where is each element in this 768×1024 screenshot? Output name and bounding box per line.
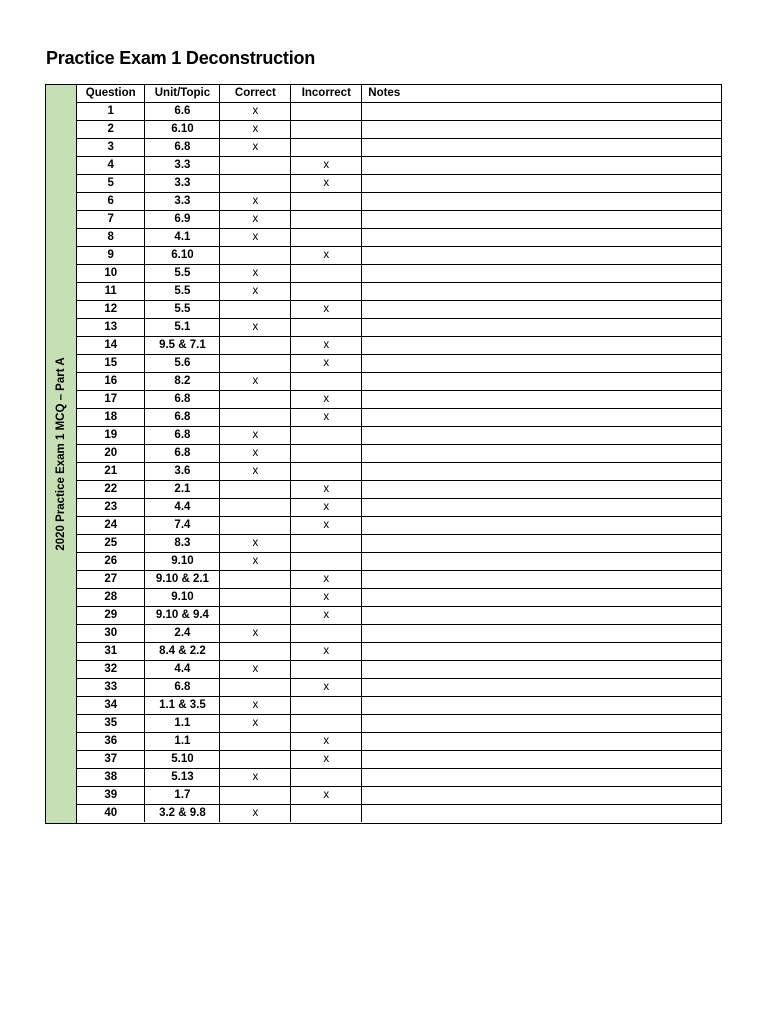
question-number-cell: 38 bbox=[77, 769, 145, 787]
header-incorrect: Incorrect bbox=[291, 85, 362, 103]
notes-cell bbox=[362, 625, 721, 643]
correct-cell bbox=[220, 247, 291, 265]
question-number-cell: 7 bbox=[77, 211, 145, 229]
question-number-cell: 10 bbox=[77, 265, 145, 283]
question-number-cell: 40 bbox=[77, 805, 145, 823]
question-number-cell: 31 bbox=[77, 643, 145, 661]
table-row bbox=[77, 283, 721, 301]
correct-cell: x bbox=[220, 139, 291, 157]
section-label: 2020 Practice Exam 1 MCQ – Part A bbox=[55, 357, 67, 551]
notes-cell bbox=[362, 175, 721, 193]
table-row bbox=[77, 463, 721, 481]
unit-topic-cell: 4.1 bbox=[145, 229, 220, 247]
question-number-cell: 6 bbox=[77, 193, 145, 211]
incorrect-cell bbox=[291, 373, 362, 391]
table-row bbox=[77, 643, 721, 661]
notes-cell bbox=[362, 409, 721, 427]
question-number-cell: 18 bbox=[77, 409, 145, 427]
notes-cell bbox=[362, 463, 721, 481]
table-row bbox=[77, 445, 721, 463]
notes-cell bbox=[362, 679, 721, 697]
unit-topic-cell: 6.10 bbox=[145, 121, 220, 139]
question-number-cell: 9 bbox=[77, 247, 145, 265]
incorrect-cell bbox=[291, 445, 362, 463]
unit-topic-cell: 3.6 bbox=[145, 463, 220, 481]
correct-cell: x bbox=[220, 265, 291, 283]
table-row bbox=[77, 229, 721, 247]
notes-cell bbox=[362, 301, 721, 319]
correct-cell bbox=[220, 589, 291, 607]
correct-cell bbox=[220, 499, 291, 517]
incorrect-cell: x bbox=[291, 733, 362, 751]
question-number-cell: 29 bbox=[77, 607, 145, 625]
incorrect-cell: x bbox=[291, 517, 362, 535]
notes-cell bbox=[362, 445, 721, 463]
correct-cell bbox=[220, 751, 291, 769]
unit-topic-cell: 6.8 bbox=[145, 445, 220, 463]
table-row bbox=[77, 553, 721, 571]
correct-cell bbox=[220, 733, 291, 751]
unit-topic-cell: 1.7 bbox=[145, 787, 220, 805]
table-row bbox=[77, 697, 721, 715]
notes-cell bbox=[362, 391, 721, 409]
question-number-cell: 11 bbox=[77, 283, 145, 301]
notes-cell bbox=[362, 517, 721, 535]
question-number-cell: 37 bbox=[77, 751, 145, 769]
incorrect-cell bbox=[291, 697, 362, 715]
unit-topic-cell: 9.10 & 2.1 bbox=[145, 571, 220, 589]
table-row bbox=[77, 499, 721, 517]
notes-cell bbox=[362, 139, 721, 157]
correct-cell: x bbox=[220, 625, 291, 643]
incorrect-cell bbox=[291, 769, 362, 787]
table-row bbox=[77, 301, 721, 319]
correct-cell: x bbox=[220, 553, 291, 571]
incorrect-cell bbox=[291, 139, 362, 157]
header-question: Question bbox=[77, 85, 145, 103]
correct-cell bbox=[220, 157, 291, 175]
notes-cell bbox=[362, 571, 721, 589]
incorrect-cell bbox=[291, 805, 362, 823]
notes-cell bbox=[362, 499, 721, 517]
question-number-cell: 2 bbox=[77, 121, 145, 139]
unit-topic-cell: 6.8 bbox=[145, 139, 220, 157]
correct-cell bbox=[220, 337, 291, 355]
table-row bbox=[77, 427, 721, 445]
unit-topic-cell: 5.1 bbox=[145, 319, 220, 337]
incorrect-cell bbox=[291, 715, 362, 733]
question-number-cell: 25 bbox=[77, 535, 145, 553]
notes-cell bbox=[362, 319, 721, 337]
incorrect-cell bbox=[291, 319, 362, 337]
question-number-cell: 4 bbox=[77, 157, 145, 175]
incorrect-cell: x bbox=[291, 391, 362, 409]
correct-cell: x bbox=[220, 193, 291, 211]
question-number-cell: 13 bbox=[77, 319, 145, 337]
table-row bbox=[77, 373, 721, 391]
correct-cell: x bbox=[220, 319, 291, 337]
unit-topic-cell: 5.5 bbox=[145, 283, 220, 301]
unit-topic-cell: 3.3 bbox=[145, 157, 220, 175]
question-number-cell: 27 bbox=[77, 571, 145, 589]
incorrect-cell: x bbox=[291, 175, 362, 193]
incorrect-cell bbox=[291, 229, 362, 247]
incorrect-cell: x bbox=[291, 571, 362, 589]
question-number-cell: 8 bbox=[77, 229, 145, 247]
unit-topic-cell: 3.3 bbox=[145, 193, 220, 211]
correct-cell: x bbox=[220, 463, 291, 481]
incorrect-cell bbox=[291, 553, 362, 571]
notes-cell bbox=[362, 337, 721, 355]
question-number-cell: 28 bbox=[77, 589, 145, 607]
unit-topic-cell: 3.2 & 9.8 bbox=[145, 805, 220, 823]
unit-topic-cell: 5.6 bbox=[145, 355, 220, 373]
table-row bbox=[77, 121, 721, 139]
correct-cell: x bbox=[220, 535, 291, 553]
table-row bbox=[77, 679, 721, 697]
unit-topic-cell: 4.4 bbox=[145, 499, 220, 517]
table-row bbox=[77, 103, 721, 121]
header-notes: Notes bbox=[362, 85, 721, 103]
correct-cell: x bbox=[220, 121, 291, 139]
notes-cell bbox=[362, 787, 721, 805]
unit-topic-cell: 1.1 bbox=[145, 733, 220, 751]
correct-cell: x bbox=[220, 427, 291, 445]
correct-cell: x bbox=[220, 103, 291, 121]
correct-cell bbox=[220, 409, 291, 427]
incorrect-cell bbox=[291, 661, 362, 679]
question-number-cell: 35 bbox=[77, 715, 145, 733]
notes-cell bbox=[362, 697, 721, 715]
notes-cell bbox=[362, 265, 721, 283]
table-row bbox=[77, 193, 721, 211]
question-number-cell: 34 bbox=[77, 697, 145, 715]
question-number-cell: 16 bbox=[77, 373, 145, 391]
notes-cell bbox=[362, 427, 721, 445]
notes-cell bbox=[362, 589, 721, 607]
notes-cell bbox=[362, 553, 721, 571]
correct-cell bbox=[220, 391, 291, 409]
incorrect-cell: x bbox=[291, 787, 362, 805]
correct-cell bbox=[220, 679, 291, 697]
incorrect-cell bbox=[291, 121, 362, 139]
section-label-column bbox=[46, 85, 77, 823]
question-number-cell: 23 bbox=[77, 499, 145, 517]
unit-topic-cell: 5.5 bbox=[145, 265, 220, 283]
notes-cell bbox=[362, 661, 721, 679]
question-number-cell: 20 bbox=[77, 445, 145, 463]
correct-cell: x bbox=[220, 445, 291, 463]
unit-topic-cell: 1.1 & 3.5 bbox=[145, 697, 220, 715]
incorrect-cell: x bbox=[291, 643, 362, 661]
table-row bbox=[77, 571, 721, 589]
unit-topic-cell: 8.4 & 2.2 bbox=[145, 643, 220, 661]
unit-topic-cell: 6.10 bbox=[145, 247, 220, 265]
table-row bbox=[77, 157, 721, 175]
correct-cell: x bbox=[220, 769, 291, 787]
question-number-cell: 21 bbox=[77, 463, 145, 481]
incorrect-cell bbox=[291, 463, 362, 481]
unit-topic-cell: 2.1 bbox=[145, 481, 220, 499]
incorrect-cell bbox=[291, 211, 362, 229]
question-number-cell: 5 bbox=[77, 175, 145, 193]
notes-cell bbox=[362, 193, 721, 211]
notes-cell bbox=[362, 211, 721, 229]
question-number-cell: 24 bbox=[77, 517, 145, 535]
correct-cell: x bbox=[220, 211, 291, 229]
correct-cell bbox=[220, 787, 291, 805]
question-number-cell: 22 bbox=[77, 481, 145, 499]
question-number-cell: 12 bbox=[77, 301, 145, 319]
question-number-cell: 36 bbox=[77, 733, 145, 751]
table-row bbox=[77, 337, 721, 355]
unit-topic-cell: 7.4 bbox=[145, 517, 220, 535]
question-table bbox=[77, 85, 721, 822]
unit-topic-cell: 9.10 bbox=[145, 553, 220, 571]
notes-cell bbox=[362, 751, 721, 769]
incorrect-cell: x bbox=[291, 499, 362, 517]
correct-cell bbox=[220, 607, 291, 625]
unit-topic-cell: 9.10 bbox=[145, 589, 220, 607]
unit-topic-cell: 6.8 bbox=[145, 409, 220, 427]
page-title: Practice Exam 1 Deconstruction bbox=[46, 48, 316, 68]
table-row bbox=[77, 391, 721, 409]
question-number-cell: 19 bbox=[77, 427, 145, 445]
unit-topic-cell: 8.3 bbox=[145, 535, 220, 553]
exam-table-container bbox=[45, 84, 722, 824]
unit-topic-cell: 6.6 bbox=[145, 103, 220, 121]
question-number-cell: 39 bbox=[77, 787, 145, 805]
table-row bbox=[77, 715, 721, 733]
incorrect-cell: x bbox=[291, 589, 362, 607]
incorrect-cell: x bbox=[291, 337, 362, 355]
incorrect-cell: x bbox=[291, 607, 362, 625]
unit-topic-cell: 6.8 bbox=[145, 391, 220, 409]
incorrect-cell bbox=[291, 427, 362, 445]
correct-cell: x bbox=[220, 661, 291, 679]
correct-cell bbox=[220, 355, 291, 373]
correct-cell bbox=[220, 301, 291, 319]
notes-cell bbox=[362, 715, 721, 733]
unit-topic-cell: 1.1 bbox=[145, 715, 220, 733]
notes-cell bbox=[362, 283, 721, 301]
unit-topic-cell: 6.8 bbox=[145, 679, 220, 697]
notes-cell bbox=[362, 355, 721, 373]
correct-cell: x bbox=[220, 805, 291, 823]
notes-cell bbox=[362, 805, 721, 823]
unit-topic-cell: 5.10 bbox=[145, 751, 220, 769]
incorrect-cell bbox=[291, 283, 362, 301]
notes-cell bbox=[362, 607, 721, 625]
question-number-cell: 14 bbox=[77, 337, 145, 355]
table-row bbox=[77, 355, 721, 373]
question-number-cell: 3 bbox=[77, 139, 145, 157]
correct-cell: x bbox=[220, 229, 291, 247]
correct-cell bbox=[220, 481, 291, 499]
unit-topic-cell: 2.4 bbox=[145, 625, 220, 643]
unit-topic-cell: 5.13 bbox=[145, 769, 220, 787]
notes-cell bbox=[362, 157, 721, 175]
correct-cell: x bbox=[220, 697, 291, 715]
notes-cell bbox=[362, 769, 721, 787]
correct-cell bbox=[220, 517, 291, 535]
correct-cell bbox=[220, 643, 291, 661]
table-row bbox=[77, 139, 721, 157]
table-row bbox=[77, 661, 721, 679]
notes-cell bbox=[362, 229, 721, 247]
incorrect-cell: x bbox=[291, 679, 362, 697]
notes-cell bbox=[362, 103, 721, 121]
correct-cell: x bbox=[220, 283, 291, 301]
header-row bbox=[77, 85, 721, 103]
unit-topic-cell: 5.5 bbox=[145, 301, 220, 319]
notes-cell bbox=[362, 373, 721, 391]
unit-topic-cell: 6.8 bbox=[145, 427, 220, 445]
question-number-cell: 1 bbox=[77, 103, 145, 121]
table-row bbox=[77, 409, 721, 427]
incorrect-cell: x bbox=[291, 247, 362, 265]
incorrect-cell bbox=[291, 535, 362, 553]
table-row bbox=[77, 751, 721, 769]
question-number-cell: 33 bbox=[77, 679, 145, 697]
question-number-cell: 30 bbox=[77, 625, 145, 643]
incorrect-cell bbox=[291, 193, 362, 211]
unit-topic-cell: 8.2 bbox=[145, 373, 220, 391]
question-number-cell: 26 bbox=[77, 553, 145, 571]
question-number-cell: 17 bbox=[77, 391, 145, 409]
table-row bbox=[77, 787, 721, 805]
unit-topic-cell: 9.5 & 7.1 bbox=[145, 337, 220, 355]
incorrect-cell: x bbox=[291, 355, 362, 373]
correct-cell bbox=[220, 571, 291, 589]
incorrect-cell: x bbox=[291, 409, 362, 427]
table-row bbox=[77, 535, 721, 553]
header-correct: Correct bbox=[220, 85, 291, 103]
table-row bbox=[77, 247, 721, 265]
incorrect-cell: x bbox=[291, 157, 362, 175]
notes-cell bbox=[362, 481, 721, 499]
table-row bbox=[77, 517, 721, 535]
incorrect-cell: x bbox=[291, 751, 362, 769]
question-number-cell: 32 bbox=[77, 661, 145, 679]
table-row bbox=[77, 265, 721, 283]
unit-topic-cell: 3.3 bbox=[145, 175, 220, 193]
notes-cell bbox=[362, 733, 721, 751]
correct-cell: x bbox=[220, 373, 291, 391]
notes-cell bbox=[362, 643, 721, 661]
table-row bbox=[77, 625, 721, 643]
question-number-cell: 15 bbox=[77, 355, 145, 373]
table-row bbox=[77, 805, 721, 823]
notes-cell bbox=[362, 121, 721, 139]
unit-topic-cell: 6.9 bbox=[145, 211, 220, 229]
table-row bbox=[77, 607, 721, 625]
unit-topic-cell: 4.4 bbox=[145, 661, 220, 679]
correct-cell bbox=[220, 175, 291, 193]
table-row bbox=[77, 175, 721, 193]
table-row bbox=[77, 481, 721, 499]
notes-cell bbox=[362, 535, 721, 553]
table-row bbox=[77, 733, 721, 751]
table-row bbox=[77, 319, 721, 337]
table-row bbox=[77, 211, 721, 229]
unit-topic-cell: 9.10 & 9.4 bbox=[145, 607, 220, 625]
incorrect-cell: x bbox=[291, 481, 362, 499]
incorrect-cell bbox=[291, 625, 362, 643]
correct-cell: x bbox=[220, 715, 291, 733]
incorrect-cell bbox=[291, 265, 362, 283]
notes-cell bbox=[362, 247, 721, 265]
incorrect-cell: x bbox=[291, 301, 362, 319]
table-row bbox=[77, 769, 721, 787]
incorrect-cell bbox=[291, 103, 362, 121]
header-unit-topic: Unit/Topic bbox=[145, 85, 220, 103]
table-row bbox=[77, 589, 721, 607]
